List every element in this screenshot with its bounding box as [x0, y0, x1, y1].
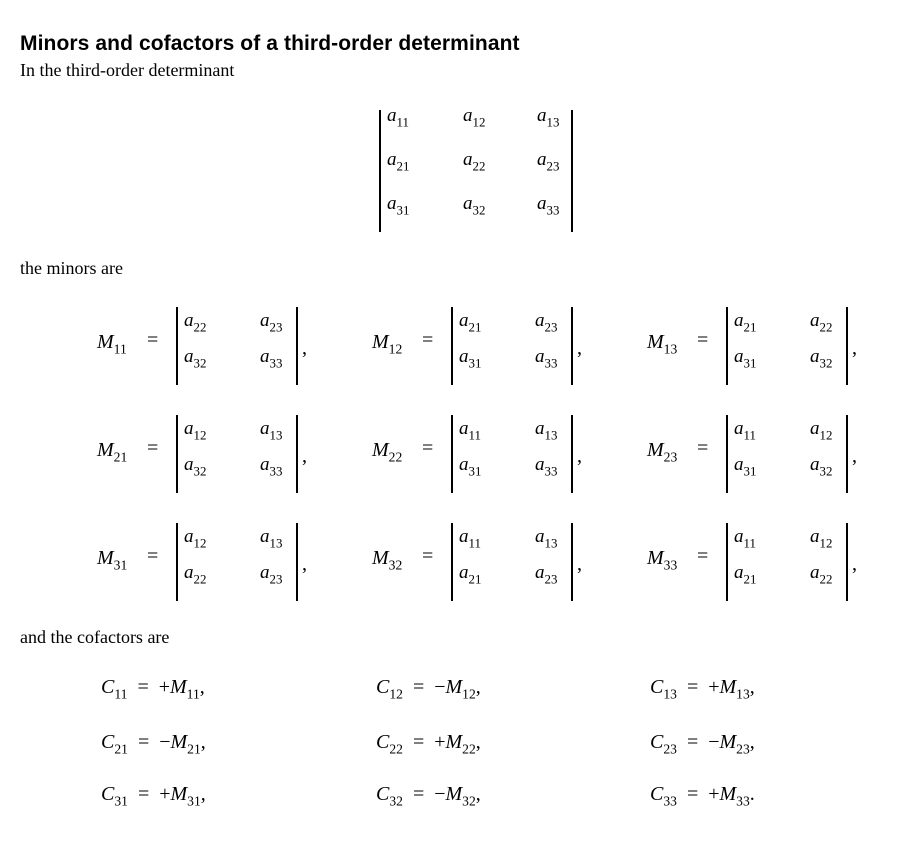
minor-label: $M_{31}$ [97, 547, 128, 573]
det-entry: $a_{21}$ [459, 562, 482, 587]
cofactor-equation: $C_{12} = -M_{12}$, [376, 676, 481, 702]
comma: , [852, 337, 857, 359]
minor-determinant [726, 415, 848, 493]
det-entry: $a_{11}$ [387, 105, 409, 130]
det-entry: $a_{31}$ [734, 454, 757, 479]
det-entry: $a_{22}$ [810, 310, 833, 335]
det-entry: $a_{11}$ [459, 526, 481, 551]
cofactor-equation: $C_{32} = -M_{32}$, [376, 783, 481, 809]
equals-sign: = [422, 545, 434, 567]
det-entry: $a_{21}$ [459, 310, 482, 335]
minor-label: $M_{23}$ [647, 439, 678, 465]
cofactors-text: and the cofactors are [20, 627, 170, 647]
det-entry: $a_{22}$ [184, 310, 207, 335]
det-entry: $a_{11}$ [734, 418, 756, 443]
det-entry: $a_{21}$ [734, 562, 757, 587]
third-order-determinant [379, 105, 573, 232]
cofactor-equation: $C_{23} = -M_{23}$, [650, 731, 755, 757]
equals-sign: = [147, 545, 159, 567]
minor-determinant [176, 523, 298, 601]
minor-label: $M_{13}$ [647, 331, 678, 357]
det-entry: $a_{32}$ [810, 346, 833, 371]
minor-determinant [451, 307, 573, 385]
equals-sign: = [422, 329, 434, 351]
minor-determinant [451, 523, 573, 601]
comma: , [852, 445, 857, 467]
cofactor-equation: $C_{33} = +M_{33}$. [650, 783, 755, 809]
equals-sign: = [147, 437, 159, 459]
cofactor-equation: $C_{21} = -M_{21}$, [101, 731, 206, 757]
det-entry: $a_{32}$ [184, 454, 207, 479]
det-entry: $a_{33}$ [537, 193, 560, 218]
det-entry: $a_{33}$ [260, 454, 283, 479]
det-entry: $a_{31}$ [387, 193, 410, 218]
minor-determinant [726, 523, 848, 601]
det-entry: $a_{32}$ [810, 454, 833, 479]
det-entry: $a_{13}$ [535, 418, 558, 443]
det-entry: $a_{22}$ [184, 562, 207, 587]
det-entry: $a_{13}$ [537, 105, 560, 130]
cofactor-equation: $C_{11} = +M_{11}$, [101, 676, 205, 702]
det-entry: $a_{31}$ [459, 346, 482, 371]
det-entry: $a_{11}$ [459, 418, 481, 443]
minor-label: $M_{33}$ [647, 547, 678, 573]
comma: , [852, 553, 857, 575]
section-heading: Minors and cofactors of a third-order determinant [20, 32, 520, 55]
det-entry: $a_{13}$ [535, 526, 558, 551]
det-entry: $a_{12}$ [463, 105, 486, 130]
minors-text: the minors are [20, 258, 123, 278]
minor-label: $M_{22}$ [372, 439, 403, 465]
det-entry: $a_{12}$ [184, 418, 207, 443]
det-entry: $a_{23}$ [260, 310, 283, 335]
comma: , [302, 445, 307, 467]
det-entry: $a_{23}$ [260, 562, 283, 587]
equals-sign: = [697, 437, 709, 459]
cofactor-equation: $C_{22} = +M_{22}$, [376, 731, 481, 757]
det-entry: $a_{13}$ [260, 418, 283, 443]
minor-determinant [451, 415, 573, 493]
equals-sign: = [697, 545, 709, 567]
det-entry: $a_{31}$ [734, 346, 757, 371]
det-entry: $a_{21}$ [387, 149, 410, 174]
equals-sign: = [697, 329, 709, 351]
equals-sign: = [147, 329, 159, 351]
minor-label: $M_{21}$ [97, 439, 128, 465]
det-entry: $a_{31}$ [459, 454, 482, 479]
det-entry: $a_{33}$ [535, 454, 558, 479]
minor-label: $M_{11}$ [97, 331, 127, 357]
comma: , [302, 337, 307, 359]
det-entry: $a_{33}$ [260, 346, 283, 371]
comma: , [577, 553, 582, 575]
comma: , [577, 445, 582, 467]
det-entry: $a_{12}$ [810, 418, 833, 443]
det-entry: $a_{22}$ [810, 562, 833, 587]
minor-label: $M_{12}$ [372, 331, 403, 357]
minor-determinant [726, 307, 848, 385]
det-entry: $a_{11}$ [734, 526, 756, 551]
det-entry: $a_{12}$ [184, 526, 207, 551]
intro-text: In the third-order determinant [20, 60, 235, 80]
det-entry: $a_{23}$ [535, 310, 558, 335]
comma: , [577, 337, 582, 359]
det-entry: $a_{21}$ [734, 310, 757, 335]
minor-determinant [176, 307, 298, 385]
cofactor-equation: $C_{31} = +M_{31}$, [101, 783, 206, 809]
comma: , [302, 553, 307, 575]
minor-determinant [176, 415, 298, 493]
det-entry: $a_{23}$ [537, 149, 560, 174]
minor-label: $M_{32}$ [372, 547, 403, 573]
det-entry: $a_{32}$ [463, 193, 486, 218]
det-entry: $a_{22}$ [463, 149, 486, 174]
det-entry: $a_{23}$ [535, 562, 558, 587]
det-entry: $a_{12}$ [810, 526, 833, 551]
cofactor-equation: $C_{13} = +M_{13}$, [650, 676, 755, 702]
equals-sign: = [422, 437, 434, 459]
det-entry: $a_{13}$ [260, 526, 283, 551]
det-entry: $a_{33}$ [535, 346, 558, 371]
det-entry: $a_{32}$ [184, 346, 207, 371]
